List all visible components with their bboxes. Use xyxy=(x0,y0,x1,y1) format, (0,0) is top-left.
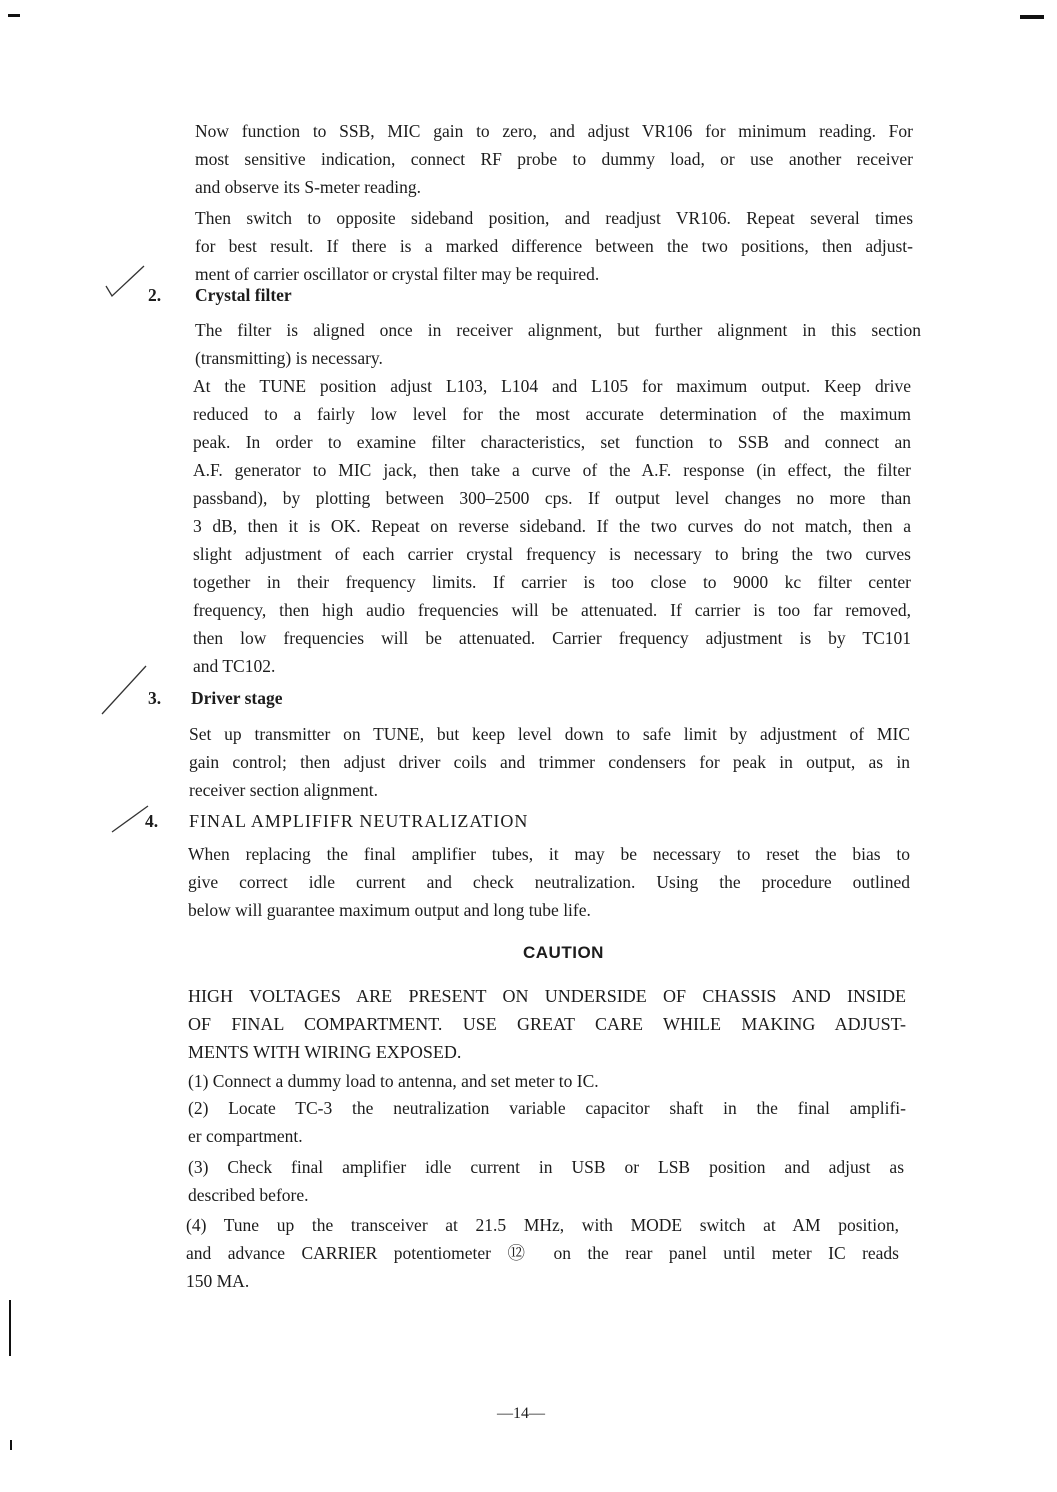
section-paragraph xyxy=(193,372,911,680)
check-mark-icon xyxy=(104,262,148,302)
text-line: 3 dB, then it is OK. Repeat on reverse sideband. If the two curves do not match, then a xyxy=(193,516,911,536)
text-line: passband), by plotting between 300–2500 cps. If output level changes no more than xyxy=(193,488,911,508)
section-paragraph xyxy=(189,720,910,804)
scan-mark-left-dot xyxy=(10,1440,12,1450)
scan-mark-top-left xyxy=(8,14,20,17)
caution-text xyxy=(188,982,906,1066)
text-line: for best result. If there is a marked difference between the two positions, then adjust- xyxy=(195,236,913,256)
text-line: then low frequencies will be attenuated. Carrier frequency adjustment is by TC101 xyxy=(193,628,911,648)
text-line: (3) Check final amplifier idle current in USB or LSB position and adjust as xyxy=(188,1157,904,1177)
text-line: reduced to a fairly low level for the most accurate determination of the maximum xyxy=(193,404,911,424)
text-line: and TC102. xyxy=(193,656,276,676)
text-line: (1) Connect a dummy load to antenna, and set meter to IC. xyxy=(188,1071,599,1091)
section-heading: FINAL AMPLIFIFR NEUTRALIZATION xyxy=(189,811,529,831)
text-line: most sensitive indication, connect RF probe to dummy load, or use another receiver xyxy=(195,149,913,169)
procedure-step-1 xyxy=(188,1067,906,1095)
text-line: (transmitting) is necessary. xyxy=(195,348,383,368)
text-line: Then switch to opposite sideband position, and readjust VR106. Repeat several times xyxy=(195,208,913,228)
text-line: HIGH VOLTAGES ARE PRESENT ON UNDERSIDE OF CHASSIS AND INSIDE xyxy=(188,986,906,1006)
procedure-step-2 xyxy=(188,1094,906,1150)
scan-mark-top-right xyxy=(1020,15,1044,19)
text-line: below will guarantee maximum output and long tube life. xyxy=(188,900,591,920)
procedure-step-3 xyxy=(188,1153,904,1209)
text-line: (2) Locate TC-3 the neutralization variable capacitor shaft in the final amplifi- xyxy=(188,1098,906,1118)
check-mark-icon xyxy=(100,664,150,716)
section-number: 3. xyxy=(148,688,162,708)
section-number: 4. xyxy=(145,811,159,831)
text-line: described before. xyxy=(188,1185,309,1205)
section-heading: Crystal filter xyxy=(195,285,292,305)
procedure-step-4 xyxy=(186,1211,899,1295)
section-paragraph xyxy=(188,840,910,924)
page-number: —14— xyxy=(497,1405,545,1422)
text-line: MENTS WITH WIRING EXPOSED. xyxy=(188,1042,462,1062)
text-line: receiver section alignment. xyxy=(189,780,379,800)
text-line: ment of carrier oscillator or crystal filter may be required. xyxy=(195,264,600,284)
intro-paragraph-2 xyxy=(195,204,913,288)
section-paragraph xyxy=(195,316,921,372)
text-line: A.F. generator to MIC jack, then take a curve of the A.F. response (in effect, the filter xyxy=(193,460,911,480)
text-line: When replacing the final amplifier tubes, it may be necessary to reset the bias to xyxy=(188,844,910,864)
text-line: together in their frequency limits. If carrier is too close to 9000 kc filter center xyxy=(193,572,911,592)
text-line: OF FINAL COMPARTMENT. USE GREAT CARE WHILE MAKING ADJUST- xyxy=(188,1014,906,1034)
text-line: and advance CARRIER potentiometer ⑫ on the rear panel until meter IC reads xyxy=(186,1243,899,1263)
text-line: (4) Tune up the transceiver at 21.5 MHz, with MODE switch at AM position, xyxy=(186,1215,899,1235)
text-line: and observe its S-meter reading. xyxy=(195,177,421,197)
section-number: 2. xyxy=(148,285,162,305)
text-line: peak. In order to examine filter characteristics, set function to SSB and connect an xyxy=(193,432,911,452)
section-heading: Driver stage xyxy=(191,688,283,708)
text-line: frequency, then high audio frequencies will be attenuated. If carrier is too far removed, xyxy=(193,600,911,620)
text-line: slight adjustment of each carrier crystal frequency is necessary to bring the two curves xyxy=(193,544,911,564)
text-line: give correct idle current and check neutralization. Using the procedure outlined xyxy=(188,872,910,892)
text-line: At the TUNE position adjust L103, L104 and L105 for maximum output. Keep drive xyxy=(193,376,911,396)
caution-title: CAUTION xyxy=(523,943,604,962)
text-line: 150 MA. xyxy=(186,1271,250,1291)
text-line: er compartment. xyxy=(188,1126,303,1146)
text-line: The filter is aligned once in receiver alignment, but further alignment in this section xyxy=(195,320,921,340)
text-line: gain control; then adjust driver coils and trimmer condensers for peak in output, as in xyxy=(189,752,910,772)
intro-paragraph-1 xyxy=(195,117,913,201)
text-line: Set up transmitter on TUNE, but keep level down to safe limit by adjustment of MIC xyxy=(189,724,910,744)
scan-mark-left-edge xyxy=(9,1300,11,1356)
text-line: Now function to SSB, MIC gain to zero, and adjust VR106 for minimum reading. For xyxy=(195,121,913,141)
